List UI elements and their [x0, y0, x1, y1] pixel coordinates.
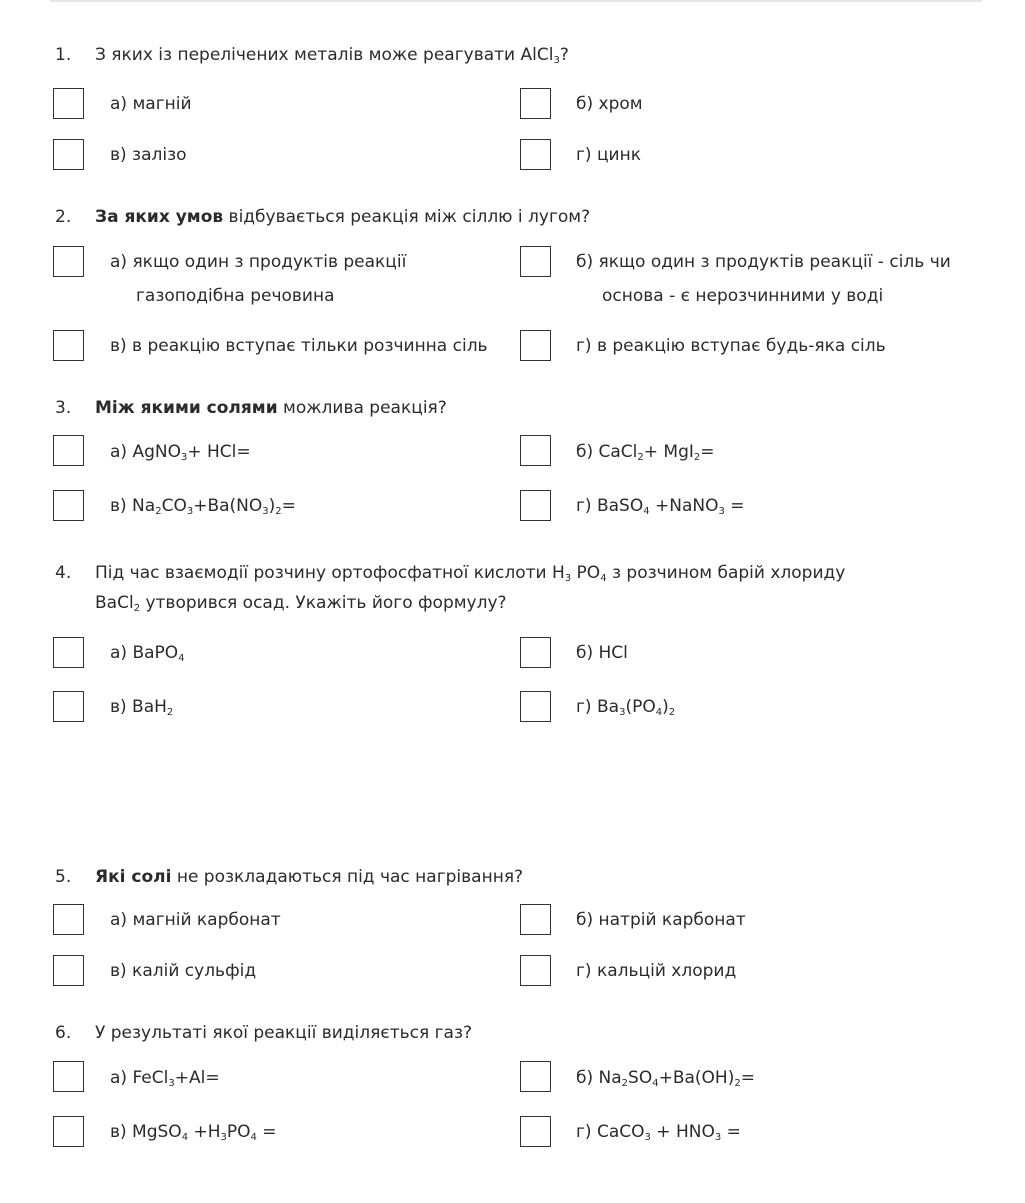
question-3-number: 3.: [55, 398, 72, 418]
question-2-text: [95, 205, 975, 229]
option-6b: б) $Na_2SO_4+Ba(OH)_2=$: [576, 1068, 755, 1089]
checkbox-2b[interactable]: [520, 246, 551, 277]
question-6-number: 6.: [55, 1023, 72, 1043]
top-divider: [50, 0, 982, 2]
question-4-line1: Під час взаємодії розчину ортофосфатної кислоти $H_3$ $PO_4$ з розчином барій хлориду: [95, 563, 846, 584]
question-3-text: [95, 396, 975, 420]
option-2a-line2: газоподібна речовина: [136, 286, 335, 306]
option-2a: [110, 250, 406, 308]
option-1a: а) магній: [110, 94, 192, 114]
checkbox-4b[interactable]: [520, 637, 551, 668]
question-5-bold: Які солі: [95, 867, 172, 887]
question-5-number: 5.: [55, 867, 72, 887]
checkbox-6c[interactable]: [53, 1116, 84, 1147]
checkbox-1d[interactable]: [520, 139, 551, 170]
option-3c: в) $Na_2CO_3+Ba(NO_3)_2=$: [110, 496, 296, 517]
checkbox-3c[interactable]: [53, 490, 84, 521]
option-5d: г) кальцій хлорид: [576, 961, 737, 981]
checkbox-3a[interactable]: [53, 435, 84, 466]
checkbox-2c[interactable]: [53, 330, 84, 361]
option-5c: в) калій сульфід: [110, 961, 257, 981]
question-2-bold: За яких умов: [95, 207, 224, 227]
checkbox-6d[interactable]: [520, 1116, 551, 1147]
checkbox-1a[interactable]: [53, 88, 84, 119]
checkbox-6a[interactable]: [53, 1061, 84, 1092]
option-3b: б) CaCl$_2$+ MgI$_2$=: [576, 442, 715, 463]
question-4-number: 4.: [55, 563, 72, 583]
option-1c: в) залізо: [110, 145, 187, 165]
option-2b-line1: б) якщо один з продуктів реакції - сіль чи: [576, 252, 951, 272]
checkbox-4c[interactable]: [53, 691, 84, 722]
checkbox-1c[interactable]: [53, 139, 84, 170]
option-6a: а) FeCl$_3$+Al=: [110, 1068, 220, 1089]
option-3d: г) BaSO$_4$ +NaNO$_3$ =: [576, 496, 745, 517]
option-4b: б) HCl: [576, 643, 628, 663]
option-2c: в) в реакцію вступає тільки розчинна сіль: [110, 336, 488, 356]
question-1-number: 1.: [55, 45, 72, 65]
question-6-text: У результаті якої реакції виділяється газ?: [95, 1023, 473, 1043]
option-1d: г) цинк: [576, 145, 641, 165]
question-4-line2: BaCl$_2$ утворився осад. Укажіть його формулу?: [95, 593, 507, 614]
option-3a: а) AgNO$_3$+ HCl=: [110, 442, 251, 463]
checkbox-4a[interactable]: [53, 637, 84, 668]
option-4c: в) BaH$_2$: [110, 697, 174, 718]
question-1-text: З яких із перелічених металів може реагувати AlCl$_3$?: [95, 45, 569, 66]
option-2b: [576, 250, 951, 308]
question-3-rest: можлива реакція?: [277, 398, 447, 418]
checkbox-3d[interactable]: [520, 490, 551, 521]
checkbox-1b[interactable]: [520, 88, 551, 119]
option-4a: а) BaPO$_4$: [110, 643, 185, 664]
question-3-bold: Між якими солями: [95, 398, 278, 418]
checkbox-2d[interactable]: [520, 330, 551, 361]
checkbox-3b[interactable]: [520, 435, 551, 466]
checkbox-5a[interactable]: [53, 904, 84, 935]
checkbox-6b[interactable]: [520, 1061, 551, 1092]
option-4d: г) $Ba_3(PO_4)_2$: [576, 697, 676, 718]
option-5b: б) натрій карбонат: [576, 910, 746, 930]
option-2a-line1: а) якщо один з продуктів реакції: [110, 252, 407, 272]
option-2d: г) в реакцію вступає будь-яка сіль: [576, 336, 886, 356]
question-5-text: [95, 865, 975, 889]
checkbox-4d[interactable]: [520, 691, 551, 722]
question-4-text: [95, 561, 975, 615]
checkbox-5c[interactable]: [53, 955, 84, 986]
option-6d: г) CaCO$_3$ + $HNO_3$ =: [576, 1122, 741, 1143]
option-5a: а) магній карбонат: [110, 910, 281, 930]
option-1b: б) хром: [576, 94, 643, 114]
option-6c: в) MgSO$_4$ $+H_3PO_4$ =: [110, 1122, 277, 1143]
checkbox-2a[interactable]: [53, 246, 84, 277]
question-2-rest: відбувається реакція між сіллю і лугом?: [223, 207, 591, 227]
question-2-number: 2.: [55, 207, 72, 227]
question-5-rest: не розкладаються під час нагрівання?: [171, 867, 524, 887]
checkbox-5d[interactable]: [520, 955, 551, 986]
option-2b-line2: основа - є нерозчинними у воді: [602, 286, 884, 306]
checkbox-5b[interactable]: [520, 904, 551, 935]
